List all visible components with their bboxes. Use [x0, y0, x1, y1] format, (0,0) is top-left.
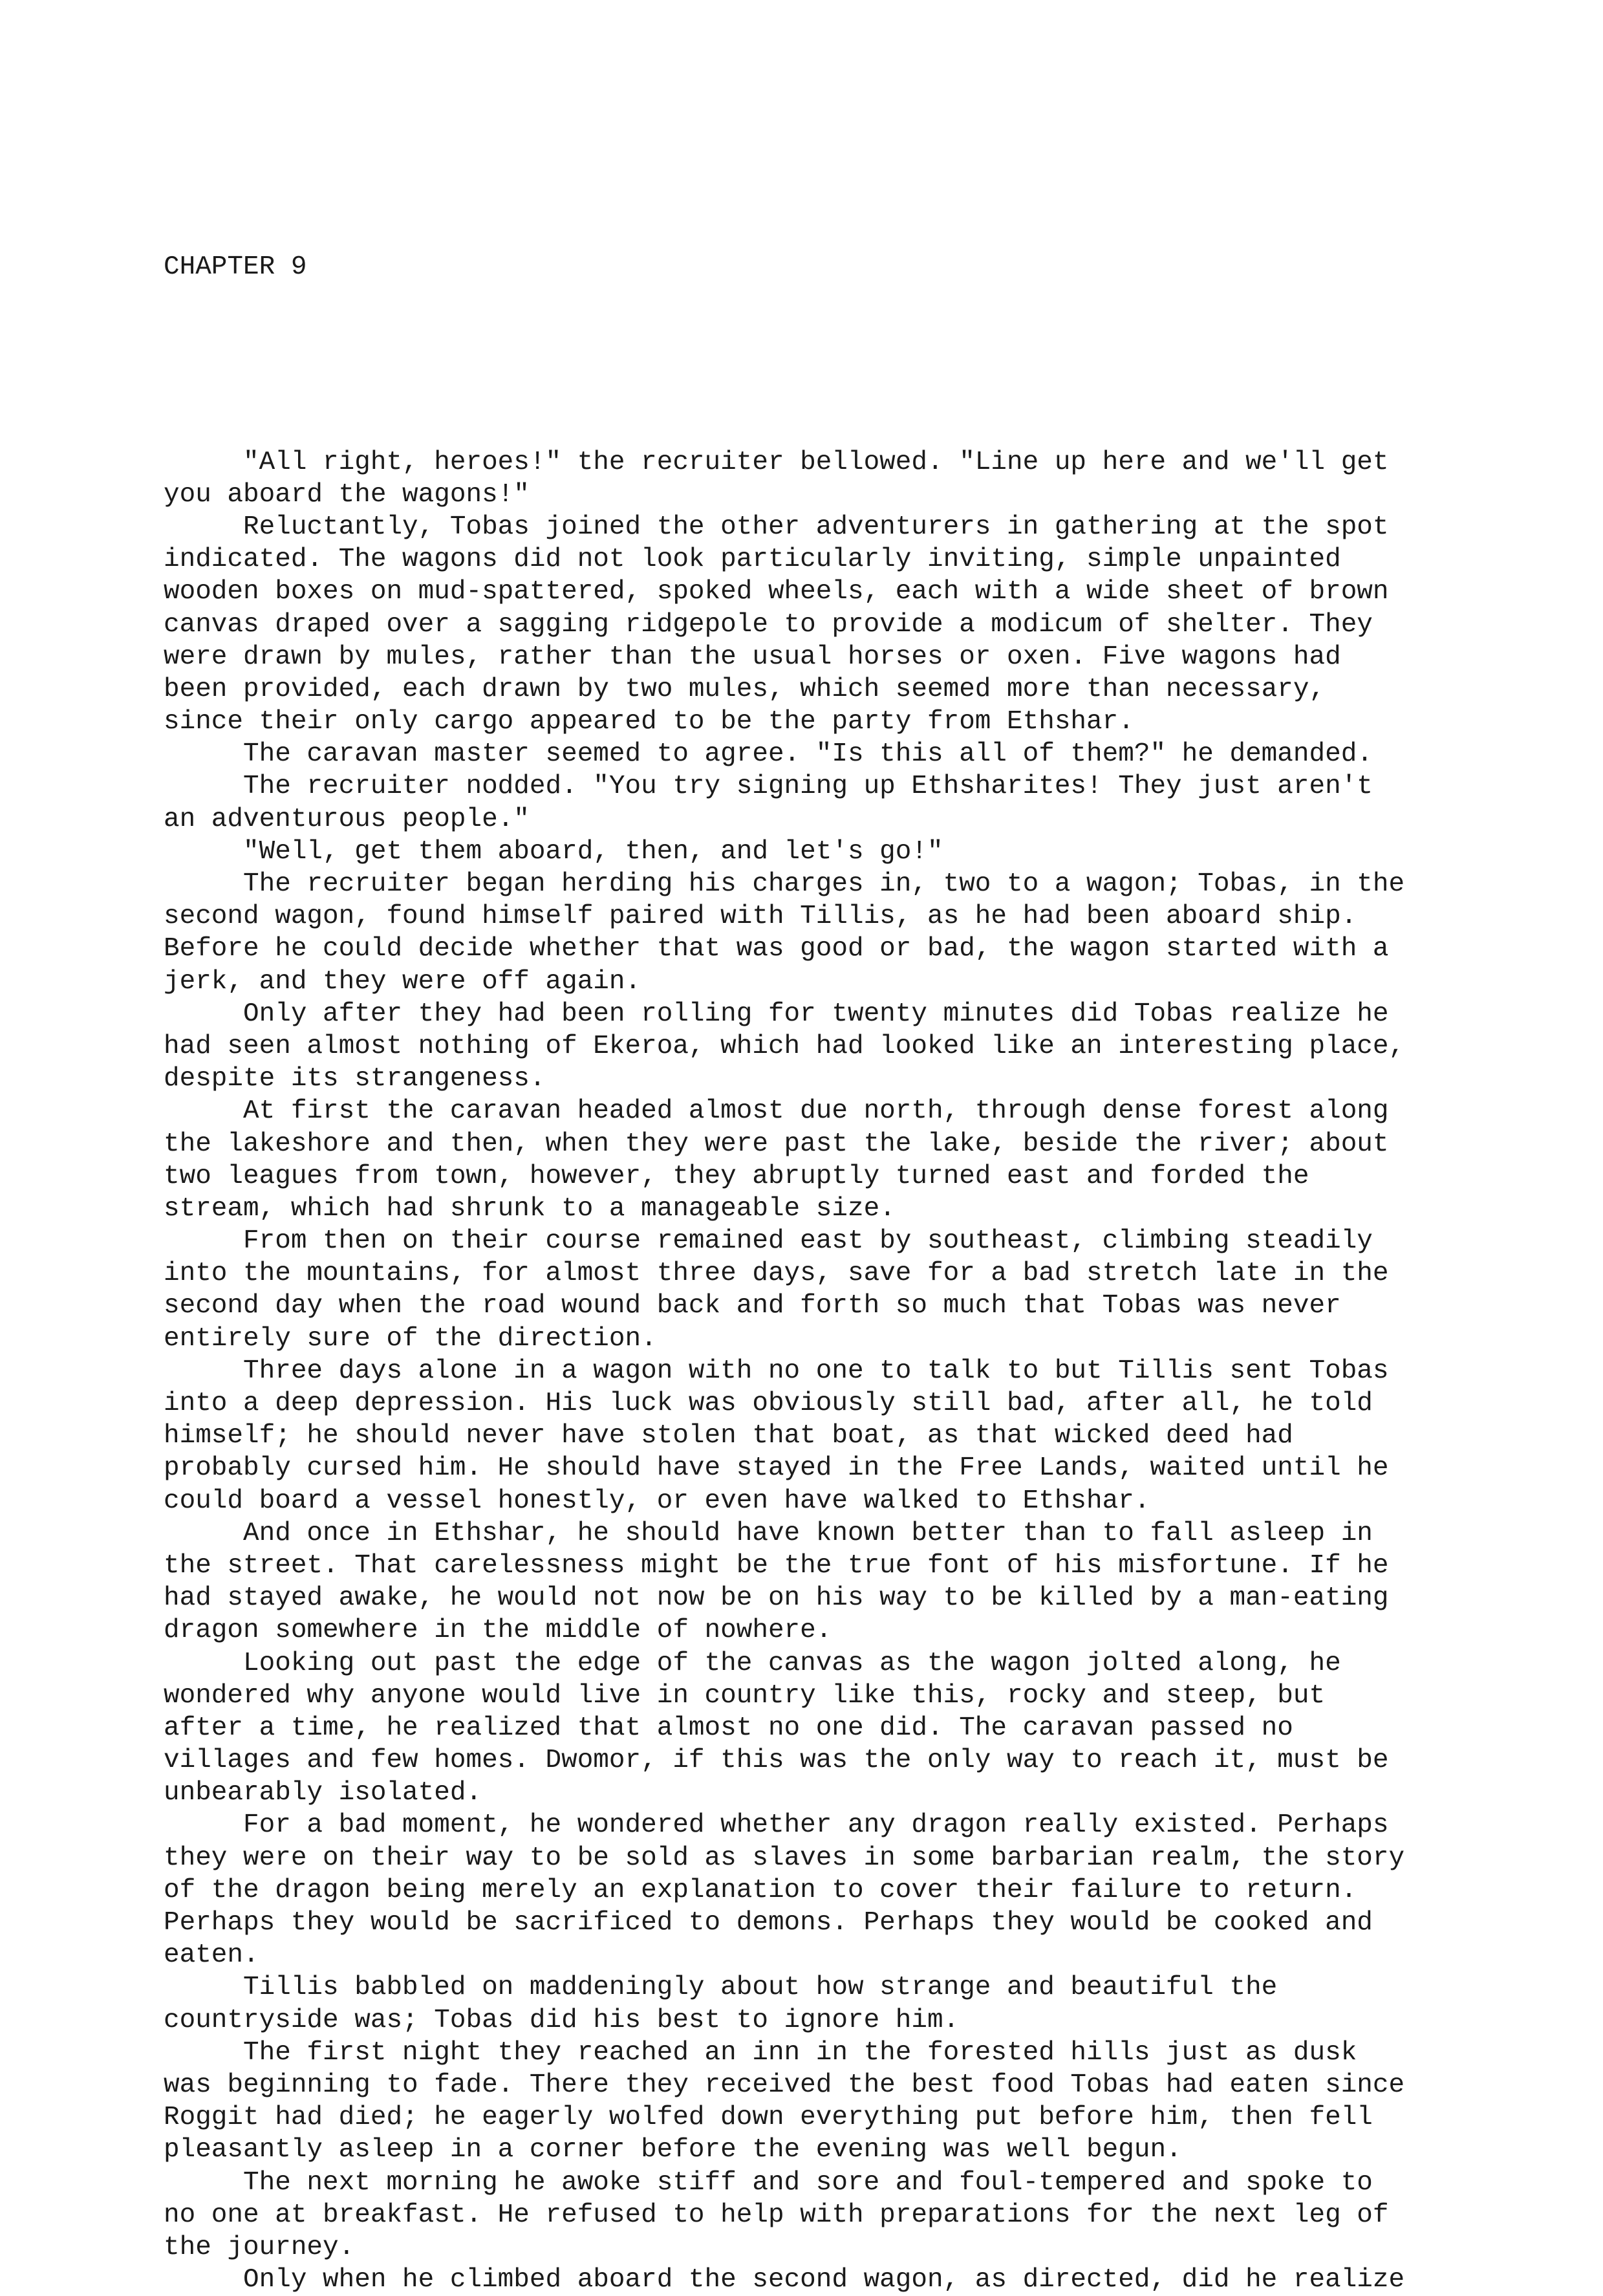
text-line: after a time, he realized that almost no one did. The caravan passed no	[164, 1713, 1293, 1743]
text-line: Looking out past the edge of the canvas as the wagon jolted along, he	[164, 1648, 1341, 1678]
text-line: Before he could decide whether that was good or bad, the wagon started with a	[164, 934, 1389, 964]
text-line: the journey.	[164, 2232, 355, 2262]
text-line: second wagon, found himself paired with Tillis, as he had been aboard ship.	[164, 902, 1357, 932]
text-line: dragon somewhere in the middle of nowhere.	[164, 1616, 832, 1646]
text-line: At first the caravan headed almost due north, through dense forest along	[164, 1096, 1389, 1127]
text-line: Reluctantly, Tobas joined the other adventurers in gathering at the spot	[164, 512, 1389, 542]
text-line: jerk, and they were off again.	[164, 966, 641, 997]
text-line: had seen almost nothing of Ekeroa, which had looked like an interesting place,	[164, 1031, 1405, 1061]
text-line: Tillis babbled on maddeningly about how strange and beautiful the	[164, 1973, 1278, 2003]
text-line: eaten.	[164, 1940, 259, 1971]
text-line: The caravan master seemed to agree. "Is this all of them?" he demanded.	[164, 739, 1373, 770]
text-line: Perhaps they would be sacrificed to demons. Perhaps they would be cooked and	[164, 1908, 1373, 1938]
text-line: And once in Ethshar, he should have known better than to fall asleep in	[164, 1518, 1373, 1548]
text-line: were drawn by mules, rather than the usual horses or oxen. Five wagons had	[164, 642, 1341, 672]
text-line: pleasantly asleep in a corner before the evening was well begun.	[164, 2135, 1182, 2165]
text-line: For a bad moment, he wondered whether any dragon really existed. Perhaps	[164, 1810, 1389, 1841]
text-line: Only after they had been rolling for twenty minutes did Tobas realize he	[164, 999, 1389, 1029]
text-line: wooden boxes on mud-spattered, spoked wheels, each with a wide sheet of brown	[164, 577, 1389, 607]
text-line: no one at breakfast. He refused to help with preparations for the next leg of	[164, 2200, 1389, 2230]
text-line: been provided, each drawn by two mules, which seemed more than necessary,	[164, 674, 1326, 704]
text-line: of the dragon being merely an explanation to cover their failure to return.	[164, 1875, 1357, 1905]
text-line: indicated. The wagons did not look particularly inviting, simple unpainted	[164, 545, 1341, 575]
text-line: they were on their way to be sold as slaves in some barbarian realm, the story	[164, 1843, 1405, 1873]
text-line: you aboard the wagons!"	[164, 479, 530, 510]
text-line: From then on their course remained east by southeast, climbing steadily	[164, 1226, 1373, 1257]
text-line: villages and few homes. Dwomor, if this was the only way to reach it, must be	[164, 1746, 1389, 1776]
text-line: into the mountains, for almost three days, save for a bad stretch late in the	[164, 1259, 1389, 1289]
text-line: despite its strangeness.	[164, 1064, 546, 1094]
text-line: "All right, heroes!" the recruiter bellowed. "Line up here and we'll get	[164, 447, 1389, 477]
text-line: an adventurous people."	[164, 804, 530, 834]
text-line: probably cursed him. He should have stayed in the Free Lands, waited until he	[164, 1453, 1389, 1484]
chapter-heading: CHAPTER 9	[164, 252, 307, 283]
text-line: could board a vessel honestly, or even have walked to Ethshar.	[164, 1486, 1150, 1516]
text-line: since their only cargo appeared to be the party from Ethshar.	[164, 707, 1134, 737]
text-line: into a deep depression. His luck was obviously still bad, after all, he told	[164, 1389, 1373, 1419]
text-line: was beginning to fade. There they received the best food Tobas had eaten since	[164, 2070, 1405, 2100]
text-line: The recruiter began herding his charges in, two to a wagon; Tobas, in the	[164, 869, 1405, 900]
text-line: had stayed awake, he would not now be on his way to be killed by a man-eating	[164, 1583, 1389, 1614]
text-line: The recruiter nodded. "You try signing up Ethsharites! They just aren't	[164, 772, 1373, 802]
text-line: the lakeshore and then, when they were past the lake, beside the river; about	[164, 1129, 1389, 1159]
text-line: Roggit had died; he eagerly wolfed down everything put before him, then fell	[164, 2103, 1373, 2133]
text-line: Three days alone in a wagon with no one to talk to but Tillis sent Tobas	[164, 1356, 1389, 1386]
text-line: The next morning he awoke stiff and sore and foul-tempered and spoke to	[164, 2167, 1373, 2198]
text-line: himself; he should never have stolen that boat, as that wicked deed had	[164, 1421, 1293, 1451]
blank-line	[164, 349, 1522, 381]
text-line: unbearably isolated.	[164, 1778, 482, 1808]
text-line: wondered why anyone would live in country like this, rocky and steep, but	[164, 1680, 1326, 1711]
text-line: the street. That carelessness might be the true font of his misfortune. If he	[164, 1550, 1389, 1581]
body-text	[164, 186, 1522, 2296]
text-line: The first night they reached an inn in the forested hills just as dusk	[164, 2037, 1357, 2068]
text-line: two leagues from town, however, they abruptly turned east and forded the	[164, 1161, 1309, 1191]
text-line: stream, which had shrunk to a manageable size.	[164, 1193, 896, 1224]
text-line: countryside was; Tobas did his best to ignore him.	[164, 2005, 960, 2035]
text-line: canvas draped over a sagging ridgepole to provide a modicum of shelter. They	[164, 609, 1373, 640]
text-line: entirely sure of the direction.	[164, 1323, 657, 1354]
text-line: Only when he climbed aboard the second wagon, as directed, did he realize	[164, 2265, 1405, 2295]
text-line: "Well, get them aboard, then, and let's go!"	[164, 836, 943, 867]
text-line: second day when the road wound back and forth so much that Tobas was never	[164, 1291, 1341, 1321]
